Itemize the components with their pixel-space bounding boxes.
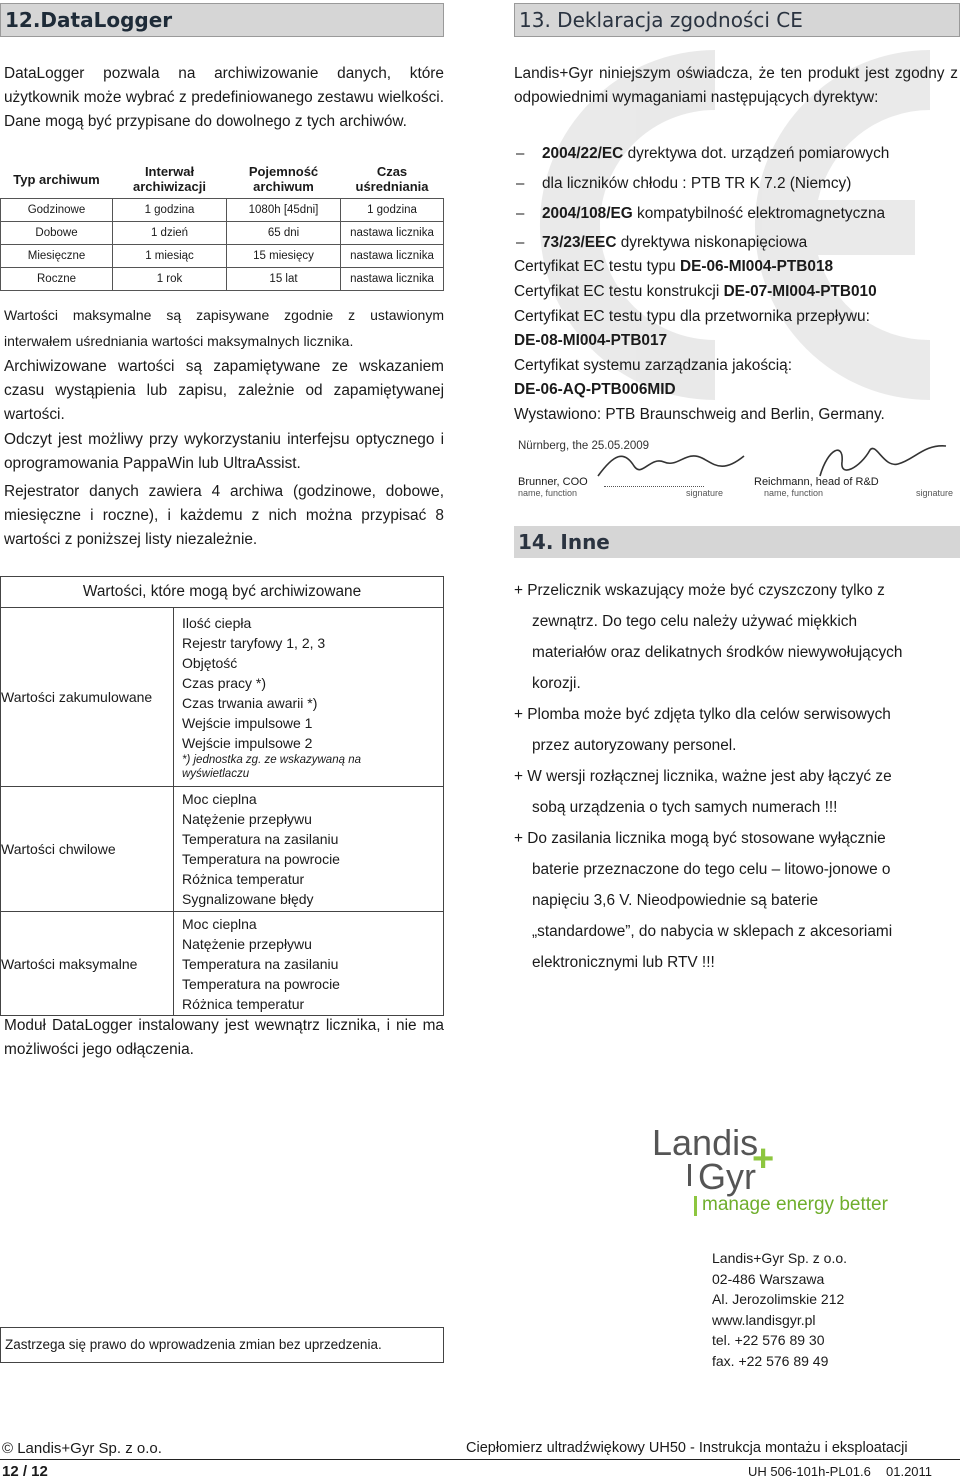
- landis-gyr-logo: [652, 1124, 902, 1220]
- note-line: zewnątrz. Do tego celu należy używać miękkich: [532, 613, 858, 630]
- list-item: Wejście impulsowe 1: [182, 715, 313, 731]
- directive-4: 73/23/EEC dyrektywa niskonapięciowa: [542, 234, 808, 251]
- group-label: Wartości chwilowe: [1, 787, 174, 912]
- signature-1: [594, 446, 754, 484]
- ce-intro: Landis+Gyr niniejszym oświadcza, że ten produkt jest zgodny z odpowiednimi wymaganiami następujących dyrektyw:: [514, 65, 958, 106]
- values-group-accumulated: [1, 608, 444, 787]
- line-1: [604, 486, 704, 487]
- note-line: materiałów oraz delikatnych środków niewywołujących: [532, 644, 903, 661]
- list-item: Czas trwania awarii *): [182, 695, 318, 711]
- cell: Godzinowe: [1, 199, 113, 222]
- list-item: Temperatura na powrocie: [182, 851, 340, 867]
- archive-table: [0, 160, 444, 291]
- cell: 1 godzina: [341, 199, 444, 222]
- cell: 1080h [45dni]: [227, 199, 341, 222]
- footer-rule: [0, 1459, 960, 1460]
- cell: 1 dzień: [113, 222, 227, 245]
- archived-values-paragraph: Archiwizowane wartości są zapamiętywane ze wskazaniem czasu wystąpienia lub zapisu, zależnie od zapamiętywanej wartości.: [4, 358, 444, 423]
- list-item: Ilość ciepła: [182, 615, 252, 631]
- signer-1-role: name, function: [518, 488, 578, 498]
- cell: Dobowe: [1, 222, 113, 245]
- signature-block: [514, 438, 954, 500]
- archivable-values-table: [0, 576, 444, 1016]
- list-item: Różnica temperatur: [182, 995, 305, 1012]
- issued-by: Wystawiono: PTB Braunschweig and Berlin, Germany.: [514, 406, 885, 423]
- address-line: tel. +22 576 89 30: [712, 1332, 825, 1348]
- list-item: Temperatura na powrocie: [182, 975, 340, 992]
- note-line: przez autoryzowany personel.: [532, 737, 737, 754]
- footer-copyright: © Landis+Gyr Sp. z o.o.: [2, 1440, 162, 1457]
- list-item: Moc cieplna: [182, 791, 257, 807]
- cert-design-test: Certyfikat EC testu konstrukcji DE-07-MI004-PTB010: [514, 283, 877, 300]
- cert-flow-sensor-code: DE-08-MI004-PTB017: [514, 332, 668, 349]
- dash-icon: –: [516, 205, 525, 222]
- cell: 65 dni: [227, 222, 341, 245]
- list-item: Różnica temperatur: [182, 871, 305, 887]
- signature-label-1: signature: [686, 488, 724, 498]
- logo-tagline-bar: [694, 1196, 697, 1216]
- footer-doc-title: Ciepłomierz ultradźwiękowy UH50 - Instrukcja montażu i eksploatacji: [466, 1440, 908, 1456]
- directive-2: dla liczników chłodu : PTB TR K 7.2 (Niemcy): [542, 175, 852, 192]
- cell: 1 miesiąc: [113, 245, 227, 268]
- list-item: Rejestr taryfowy 1, 2, 3: [182, 635, 326, 651]
- module-paragraph: Moduł DataLogger instalowany jest wewnątrz licznika, i nie ma możliwości jego odłączenia.: [4, 1017, 444, 1058]
- values-group-instant: [1, 787, 444, 912]
- col-interval: Interwał archiwizacji: [133, 164, 206, 194]
- cert-flow-sensor-label: Certyfikat EC testu typu dla przetwornika przepływu:: [514, 308, 870, 325]
- cell: 15 lat: [227, 268, 341, 291]
- col-archive-type: Typ archiwum: [13, 171, 100, 187]
- cell: Roczne: [1, 268, 113, 291]
- note-line: sobą urządzenia o tych samych numerach !!!: [532, 799, 838, 816]
- note-line: korozji.: [532, 675, 581, 692]
- note-line: elektronicznymi lub RTV !!!: [532, 954, 715, 971]
- cell: Miesięczne: [1, 245, 113, 268]
- group-items: [174, 912, 444, 1016]
- dash-icon: –: [516, 175, 525, 192]
- list-item: Natężenie przepływu: [182, 811, 312, 827]
- footer-doc-code: UH 506-101h-PL01.6: [748, 1464, 871, 1479]
- company-address: [712, 1248, 847, 1371]
- logo-landis: Landis: [652, 1122, 759, 1163]
- cert-quality-code: DE-06-AQ-PTB006MID: [514, 381, 676, 398]
- values-group-max: [1, 912, 444, 1016]
- list-item: Objętość: [182, 655, 238, 671]
- address-line: 02-486 Warszawa: [712, 1270, 825, 1287]
- values-table-title: Wartości, które mogą być archiwizowane: [1, 577, 444, 608]
- note-2: [514, 699, 944, 761]
- directive-3: 2004/108/EG kompatybilność elektromagnetyczna: [542, 205, 886, 222]
- signer-2: Reichmann, head of R&D: [754, 476, 879, 488]
- footer-page-number: 12 / 12: [2, 1463, 48, 1480]
- list-item: Sygnalizowane błędy: [182, 891, 314, 907]
- group-label: Wartości zakumulowane: [1, 608, 174, 787]
- list-item: Wejście impulsowe 2: [182, 735, 313, 751]
- signature-label-2: signature: [916, 488, 954, 498]
- note-line: + W wersji rozłącznej licznika, ważne jest aby łączyć ze: [514, 768, 892, 785]
- dash-icon: –: [516, 145, 525, 162]
- footnote: *) jednostka zg. ze wskazywaną na wyświetlaczu: [182, 754, 361, 780]
- note-4: [514, 823, 944, 978]
- table-row: [1, 199, 444, 222]
- cell: 1 godzina: [113, 199, 227, 222]
- note-1: [514, 575, 944, 699]
- cert-quality-label: Certyfikat systemu zarządzania jakością:: [514, 357, 792, 374]
- max-values-paragraph: Wartości maksymalne są zapisywane zgodnie z ustawionym interwałem uśredniania wartości maksymalnych licznika.: [4, 307, 444, 349]
- list-item: Czas pracy *): [182, 675, 267, 691]
- dash-icon: –: [516, 234, 525, 251]
- cell: nastawa licznika: [341, 222, 444, 245]
- list-item: Temperatura na zasilaniu: [182, 831, 339, 847]
- cell: nastawa licznika: [341, 268, 444, 291]
- table-row: [1, 268, 444, 291]
- address-line: www.landisgyr.pl: [712, 1311, 816, 1328]
- archive-table-header: [1, 160, 444, 199]
- section-title-datalogger: 12.DataLogger: [0, 3, 444, 37]
- list-item: Temperatura na zasilaniu: [182, 955, 339, 972]
- col-capacity: Pojemność archiwum: [248, 164, 319, 194]
- cell: nastawa licznika: [341, 245, 444, 268]
- note-line: baterie przeznaczone do tego celu – litowo-jonowe o: [532, 861, 891, 878]
- directive-1: 2004/22/EC dyrektywa dot. urządzeń pomiarowych: [542, 145, 890, 162]
- section-title-other: 14. Inne: [514, 526, 960, 558]
- cert-type-test: Certyfikat EC testu typu DE-06-MI004-PTB018: [514, 258, 834, 275]
- list-item: Moc cieplna: [182, 915, 257, 932]
- readout-paragraph: Odczyt jest możliwy przy wykorzystaniu interfejsu optycznego i oprogramowania PappaWin lub UltraAssist.: [4, 431, 444, 472]
- values-table-title-row: [1, 577, 444, 608]
- address-line: Al. Jerozolimskie 212: [712, 1291, 845, 1307]
- recorder-paragraph: Rejestrator danych zawiera 4 archiwa (godzinowe, dobowe, miesięczne i roczne), i każdemu z nich można przypisać 8 wartości z poniższej listy niezależnie.: [4, 483, 444, 548]
- logo-gyr: Gyr: [698, 1156, 756, 1197]
- col-averaging: Czas uśredniania: [355, 164, 429, 194]
- list-item: Natężenie przepływu: [182, 935, 312, 952]
- address-line: fax. +22 576 89 49: [712, 1352, 829, 1369]
- disclaimer-text: Zastrzega się prawo do wprowadzenia zmian bez uprzedzenia.: [5, 1337, 382, 1352]
- group-items: [174, 608, 444, 787]
- signer-2-role: name, function: [764, 488, 824, 498]
- note-line: + Do zasilania licznika mogą być stosowane wyłącznie: [514, 830, 886, 847]
- footer-doc-date: 01.2011: [886, 1464, 933, 1479]
- note-line: napięciu 3,6 V. Nieodpowiednie są baterie: [532, 892, 819, 909]
- address-line: Landis+Gyr Sp. z o.o.: [712, 1250, 848, 1266]
- logo-tagline: manage energy better: [702, 1194, 888, 1215]
- note-3: [514, 761, 944, 823]
- note-line: + Plomba może być zdjęta tylko dla celów serwisowych: [514, 706, 891, 723]
- note-line: „standardowe”, do nabycia w sklepach z akcesoriami: [532, 923, 893, 940]
- datalogger-intro: DataLogger pozwala na archiwizowanie danych, które użytkownik może wybrać z predefiniowanego zestawu wielkości. Dane mogą być przypisane do dowolnego z tych archiwów.: [4, 65, 444, 130]
- group-label: Wartości maksymalne: [1, 912, 174, 1016]
- cell: 15 miesięcy: [227, 245, 341, 268]
- disclaimer-box: [0, 1327, 444, 1363]
- section-title-ce: 13. Deklaracja zgodności CE: [514, 3, 960, 37]
- logo-plus: +: [752, 1138, 775, 1180]
- table-row: [1, 245, 444, 268]
- place-date: Nürnberg, the 25.05.2009: [518, 440, 650, 452]
- group-items: [174, 787, 444, 912]
- note-line: + Przelicznik wskazujący może być czyszczony tylko z: [514, 582, 885, 599]
- table-row: [1, 222, 444, 245]
- cell: 1 rok: [113, 268, 227, 291]
- logo-pipe: [688, 1164, 691, 1186]
- signer-1: Brunner, COO: [518, 476, 588, 488]
